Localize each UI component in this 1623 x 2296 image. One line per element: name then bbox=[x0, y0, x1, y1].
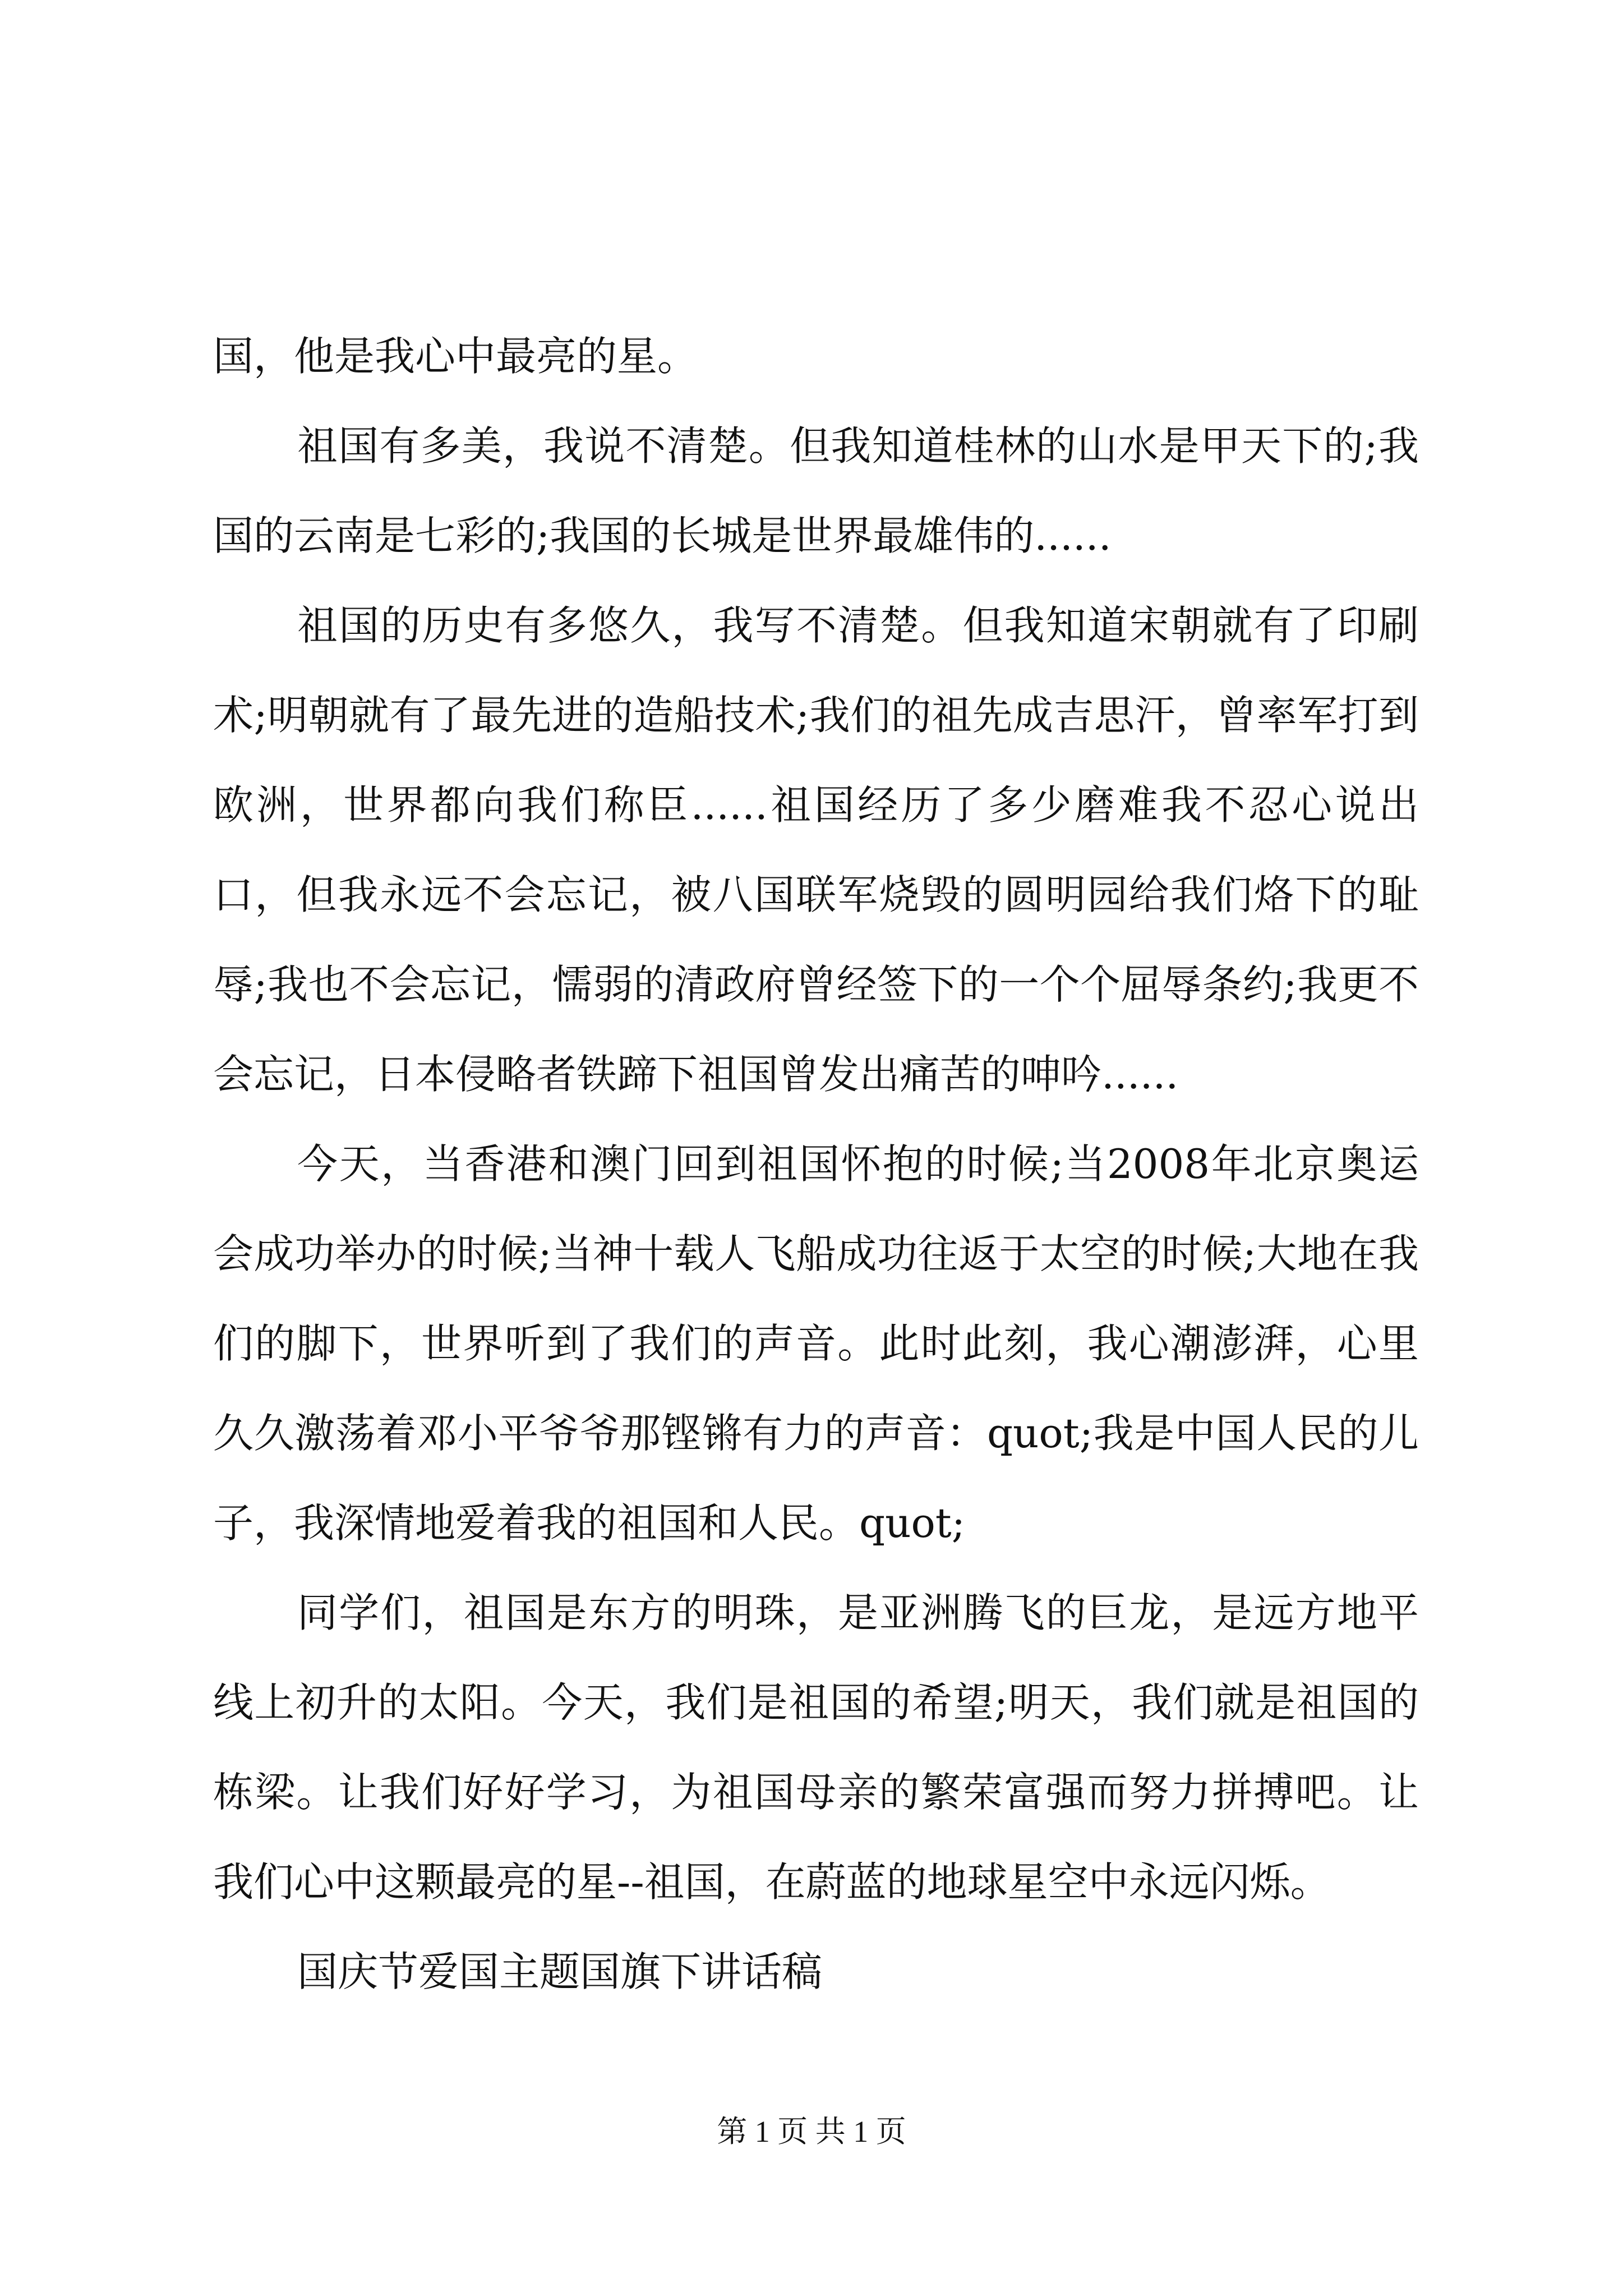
page-number-footer: 第 1 页 共 1 页 bbox=[717, 2115, 906, 2148]
paragraph-5: 同学们，祖国是东方的明珠，是亚洲腾飞的巨龙，是远方地平线上初升的太阳。今天，我们是祖国的希望;明天，我们就是祖国的栋梁。让我们好好学习，为祖国母亲的繁荣富强而努力拼搏吧。让我们心中这颗最亮的星--祖国，在蔚蓝的地球星空中永远闪烁。 bbox=[213, 1589, 1419, 1906]
document-body bbox=[213, 311, 1419, 2017]
paragraph-4: 今天，当香港和澳门回到祖国怀抱的时候;当2008年北京奥运会成功举办的时候;当神十载人飞船成功往返于太空的时候;大地在我们的脚下，世界听到了我们的声音。此时此刻，我心潮澎湃，心里久久激荡着邓小平爷爷那铿锵有力的声音：quot;我是中国人民的儿子，我深情地爱着我的祖国和人民。quot; bbox=[213, 1140, 1419, 1547]
paragraph-6: 国庆节爱国主题国旗下讲话稿 bbox=[297, 1948, 823, 1995]
paragraph-3: 祖国的历史有多悠久，我写不清楚。但我知道宋朝就有了印刷术;明朝就有了最先进的造船技术;我们的祖先成吉思汗，曾率军打到欧洲，世界都向我们称臣......祖国经历了多少磨难我不忍心说出口，但我永远不会忘记，被八国联军烧毁的圆明园给我们烙下的耻辱;我也不会忘记，懦弱的清政府曾经签下的一个个屈辱条约;我更不会忘记，日本侵略者铁蹄下祖国曾发出痛苦的呻吟...... bbox=[213, 602, 1419, 1098]
paragraph-1: 国，他是我心中最亮的星。 bbox=[213, 333, 698, 380]
paragraph-2: 祖国有多美，我说不清楚。但我知道桂林的山水是甲天下的;我国的云南是七彩的;我国的长城是世界最雄伟的...... bbox=[213, 422, 1419, 559]
